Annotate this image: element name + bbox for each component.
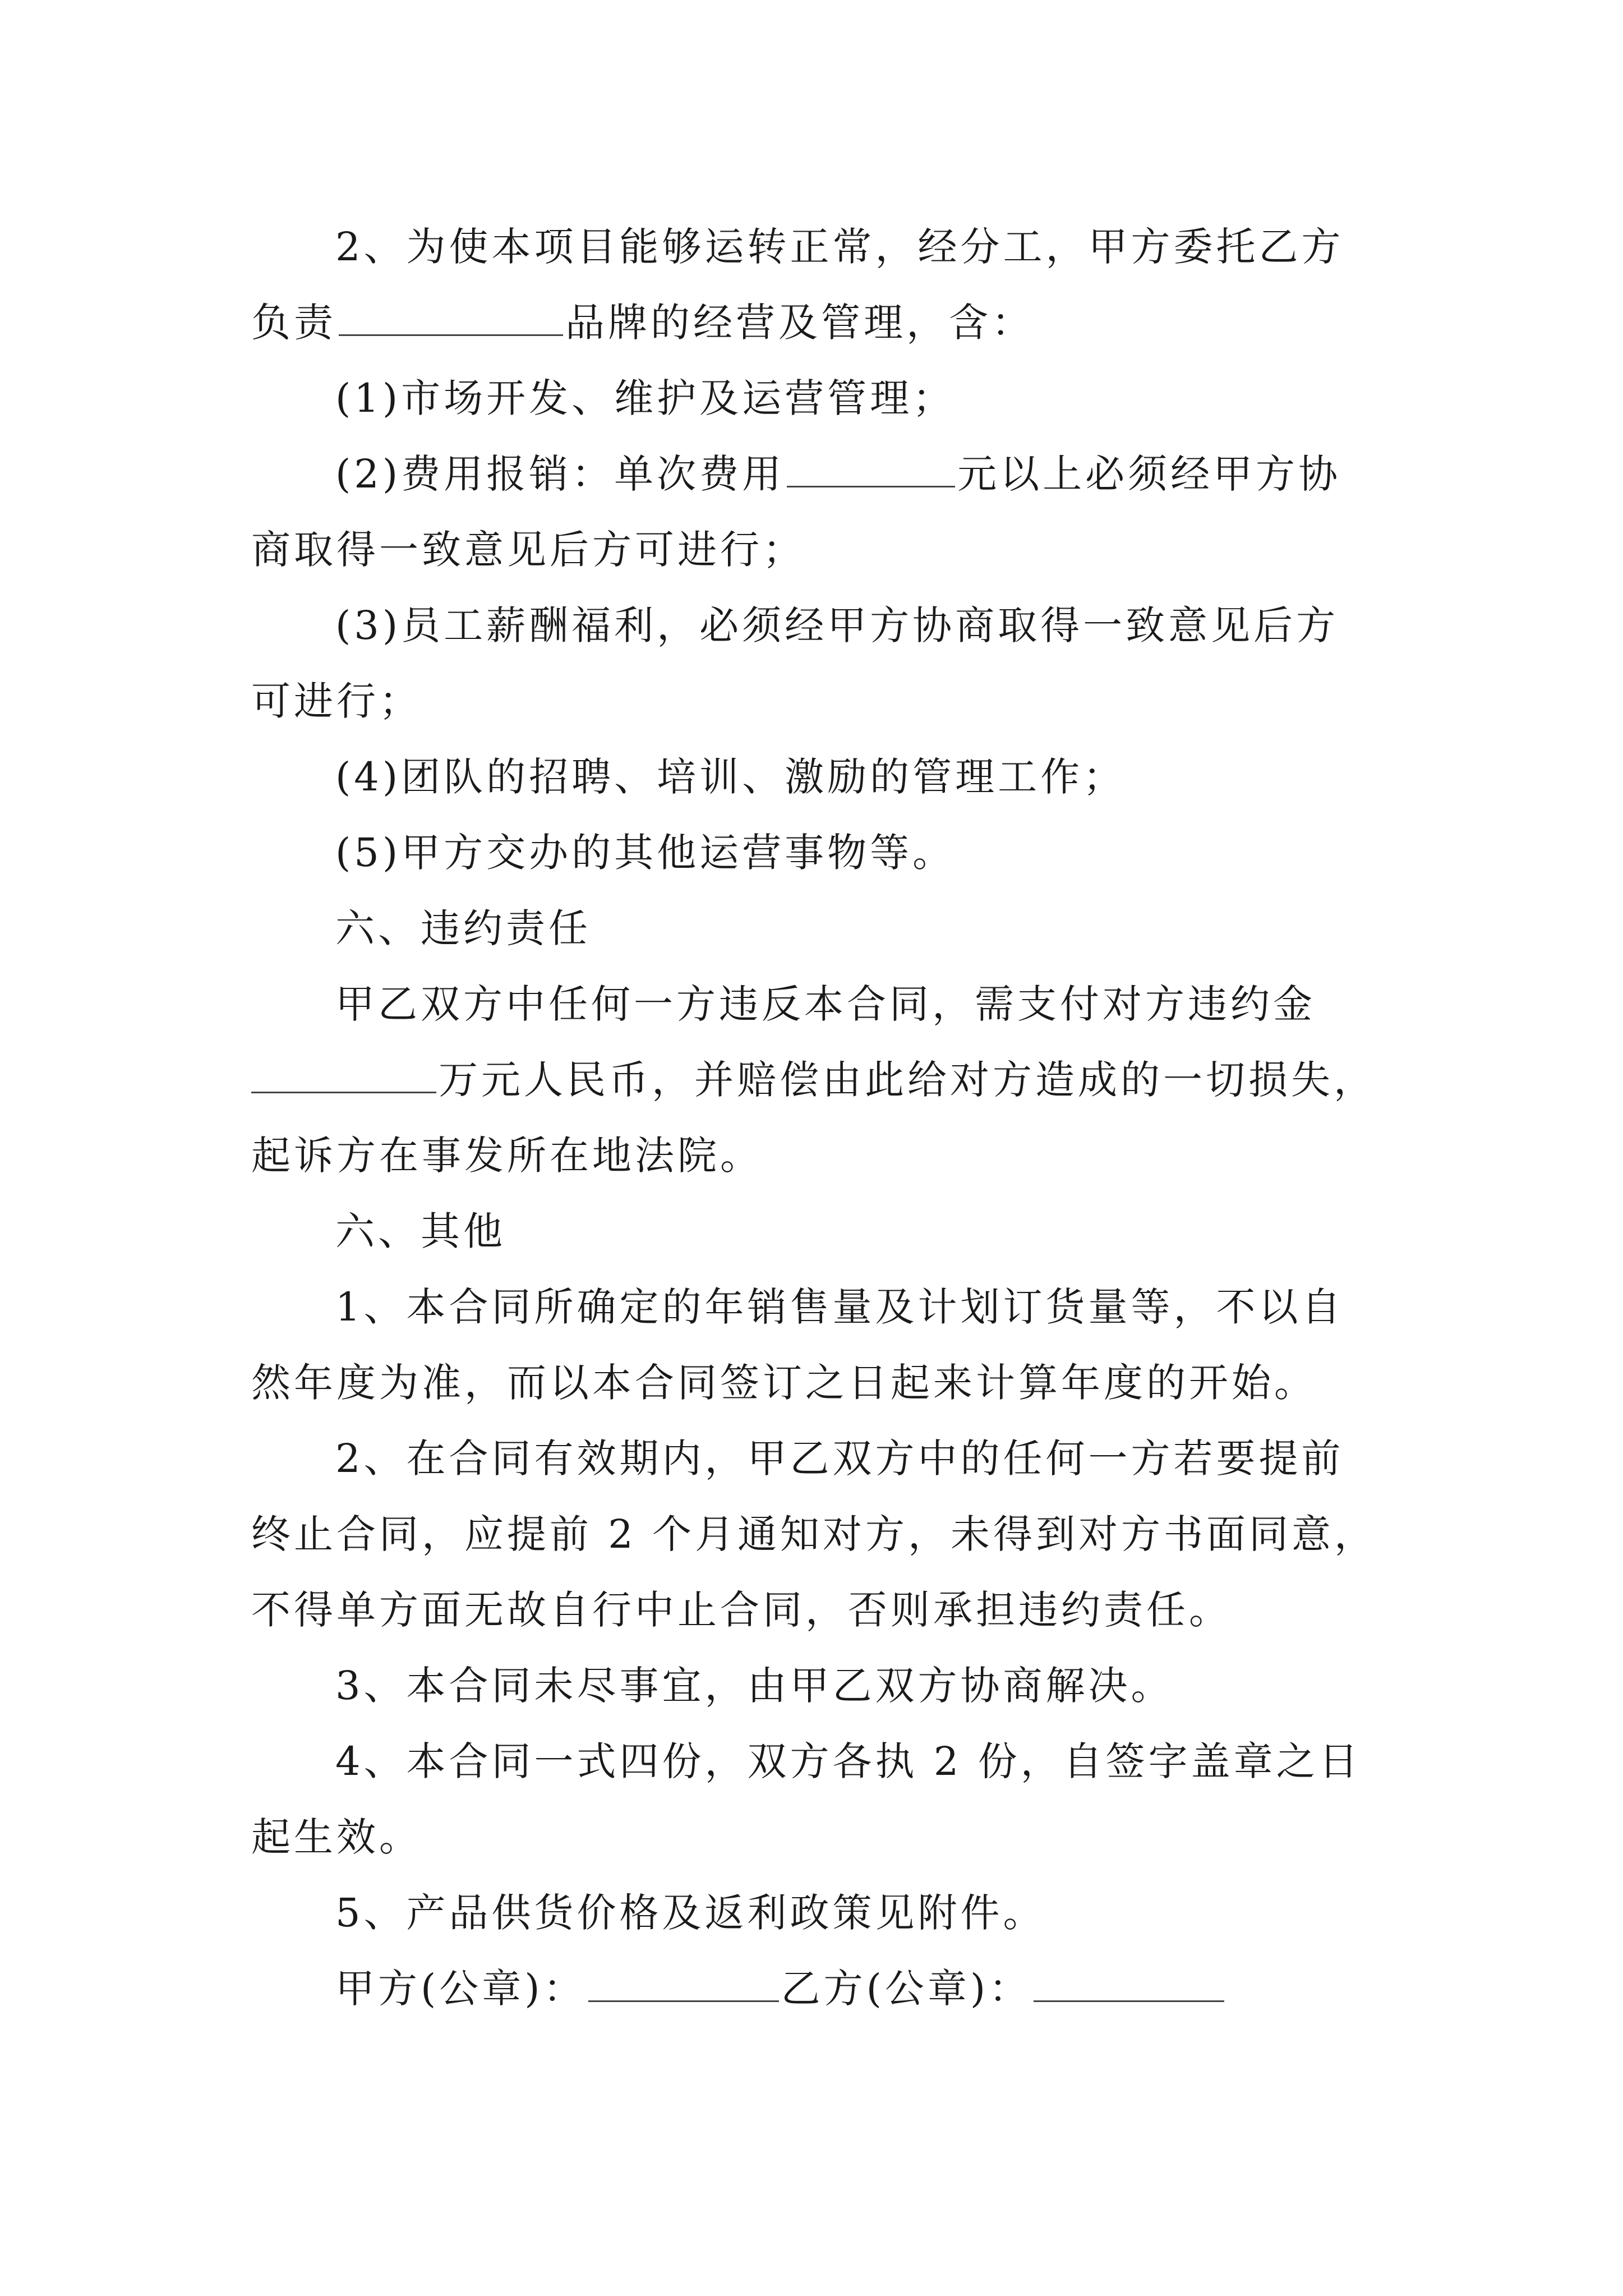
text: 1、本合同所确定的年销售量及计划订货量等，不以自 [335,1284,1344,1330]
paragraph-line [251,1355,1317,1411]
paragraph-line [335,219,1344,275]
text: 负责 [251,300,336,346]
signature-line [335,1961,1227,2017]
text: (3)员工薪酬福利，必须经甲方协商取得一致意见后方 [335,602,1339,648]
paragraph-line [251,522,805,578]
list-item [335,446,1341,502]
text: 终止合同，应提前 2 个月通知对方，未得到对方书面同意， [251,1511,1377,1557]
paragraph-line [251,1582,1232,1638]
party-a-seal-blank [588,1966,779,2002]
text: 商取得一致意见后方可进行； [251,527,805,573]
fill-in-blank [339,300,563,336]
party-b-seal-label: 乙方(公章)： [781,1966,1032,2012]
text: (4)团队的招聘、培训、激励的管理工作； [335,754,1126,800]
section-heading [335,1203,506,1259]
paragraph-line [335,976,1316,1032]
text: 起诉方在事发所在地法院。 [251,1133,763,1179]
text: 起生效。 [251,1814,422,1860]
text: 3、本合同未尽事宜，由甲乙双方协商解决。 [335,1663,1174,1709]
paragraph-line [335,1733,1362,1789]
text: 然年度为准，而以本合同签订之日起来计算年度的开始。 [251,1360,1317,1406]
list-item [335,597,1339,654]
paragraph-line [251,1128,763,1184]
paragraph-line [251,295,1034,351]
text: 2、为使本项目能够运转正常，经分工，甲方委托乙方 [335,224,1344,270]
paragraph-line [335,1658,1174,1714]
text: (1)市场开发、维护及运营管理； [335,375,956,421]
text: 元以上必须经甲方协 [957,451,1341,497]
paragraph-line [335,1279,1344,1335]
list-item [335,749,1126,805]
section-heading [335,900,591,956]
party-b-seal-blank [1034,1966,1224,2002]
paragraph-line [251,1506,1377,1562]
fill-in-blank [251,1057,436,1093]
text: 4、本合同一式四份，双方各执 2 份，自签字盖章之日 [335,1738,1362,1784]
paragraph-line [251,1052,1376,1108]
text: 2、在合同有效期内，甲乙双方中的任何一方若要提前 [335,1435,1344,1481]
text: (2)费用报销：单次费用 [335,451,785,497]
text: 可进行； [251,678,422,724]
text: 六、其他 [335,1208,506,1254]
text: 甲乙双方中任何一方违反本合同，需支付对方违约金 [335,981,1316,1027]
text: 5、产品供货价格及返利政策见附件。 [335,1890,1046,1936]
paragraph-line [335,1430,1344,1487]
text: 万元人民币，并赔偿由此给对方造成的一切损失， [439,1057,1376,1103]
paragraph-line [335,1885,1046,1941]
party-a-seal-label: 甲方(公章)： [335,1966,586,2012]
paragraph-line [251,1809,422,1865]
text: (5)甲方交办的其他运营事物等。 [335,830,956,876]
fill-in-blank [787,451,955,487]
paragraph-line [251,673,422,729]
text: 品牌的经营及管理，含： [565,300,1034,346]
text: 不得单方面无故自行中止合同，否则承担违约责任。 [251,1587,1232,1633]
list-item [335,825,955,881]
text: 六、违约责任 [335,905,591,951]
list-item [335,370,955,426]
